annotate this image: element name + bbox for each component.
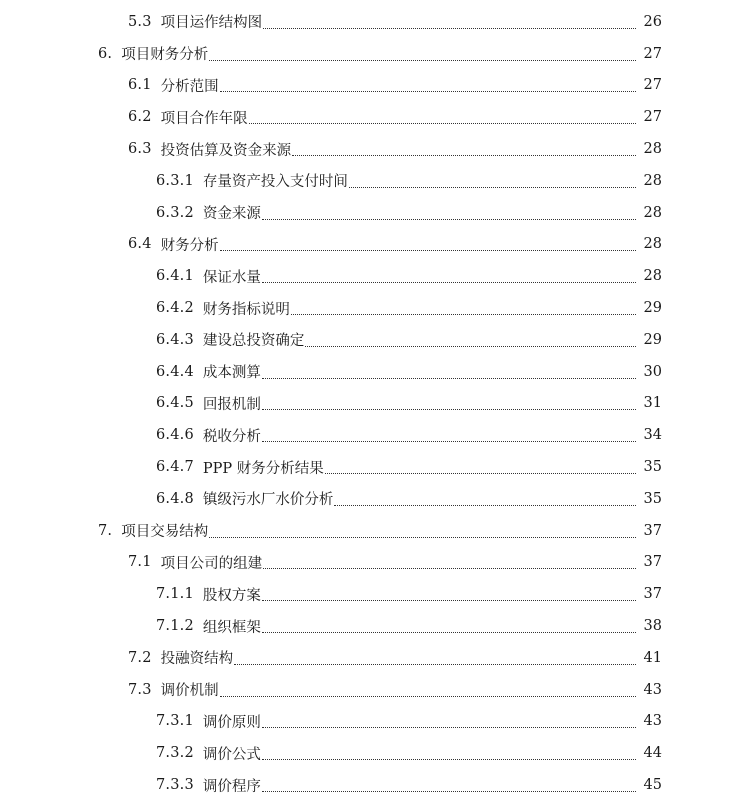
toc-entry-text: [128, 679, 219, 700]
toc-entry[interactable]: [0, 769, 738, 801]
toc-entry-text: [98, 43, 208, 64]
toc-entry-title: 资金来源: [202, 206, 261, 223]
toc-entry-text: [156, 170, 348, 191]
toc-entry-number: 6.4.2: [156, 300, 194, 317]
toc-entry-page-number: 27: [643, 77, 662, 94]
toc-entry-number: 6.3.2: [156, 204, 194, 221]
toc-entry-number: 6.4.8: [156, 490, 194, 507]
toc-entry-title: 项目财务分析: [121, 47, 209, 64]
toc-entry-title: 镇级污水厂水价分析: [202, 492, 334, 509]
toc-entry-number: 7.3.3: [156, 777, 194, 794]
toc-dot-leader: [349, 186, 636, 188]
table-of-contents: [0, 6, 738, 801]
toc-entry-page-number: 37: [643, 586, 662, 603]
toc-entry-page-number: 28: [643, 141, 662, 158]
toc-entry-text: [156, 266, 261, 287]
toc-dot-leader: [263, 27, 636, 29]
toc-entry-number: 6.4.5: [156, 395, 194, 412]
toc-entry[interactable]: [0, 737, 738, 769]
toc-entry-text: [128, 107, 248, 128]
toc-entry-number: 6.4.4: [156, 363, 194, 380]
toc-entry-title: 项目交易结构: [121, 524, 209, 541]
toc-entry-text: [156, 298, 290, 319]
toc-entry-title: 财务分析: [160, 237, 219, 254]
toc-entry-number: 5.3: [128, 13, 152, 30]
toc-entry-title: 投资估算及资金来源: [160, 142, 292, 159]
toc-entry[interactable]: [0, 197, 738, 229]
toc-list: [0, 6, 738, 801]
toc-entry-page-number: 35: [643, 459, 662, 476]
toc-entry[interactable]: [0, 674, 738, 706]
toc-entry-text: [156, 743, 261, 764]
toc-entry-title: 调价机制: [160, 683, 219, 700]
toc-entry-text: [156, 457, 324, 478]
toc-entry-text: [156, 711, 261, 732]
toc-entry-number: 6.2: [128, 109, 152, 126]
toc-entry-page-number: 44: [643, 745, 662, 762]
toc-entry[interactable]: [0, 324, 738, 356]
toc-dot-leader: [262, 281, 636, 283]
toc-entry[interactable]: [0, 229, 738, 261]
toc-entry-text: [156, 202, 261, 223]
toc-dot-leader: [262, 631, 636, 633]
toc-dot-leader: [234, 663, 636, 665]
toc-entry-number: 6.1: [128, 77, 152, 94]
toc-entry-title: 分析范围: [160, 78, 219, 95]
toc-dot-leader: [249, 122, 636, 124]
toc-dot-leader: [305, 345, 636, 347]
toc-entry-title: 建设总投资确定: [202, 333, 305, 350]
toc-entry-text: [156, 775, 261, 796]
toc-entry-text: [156, 393, 261, 414]
toc-entry-title: 组织框架: [202, 619, 261, 636]
toc-entry-title: 项目公司的组建: [160, 555, 263, 572]
toc-entry-title: 调价原则: [202, 714, 261, 731]
toc-entry-title: 税收分析: [202, 428, 261, 445]
toc-entry[interactable]: [0, 6, 738, 38]
toc-entry[interactable]: [0, 515, 738, 547]
toc-entry-page-number: 27: [643, 45, 662, 62]
toc-entry-number: 7.1.2: [156, 618, 194, 635]
toc-entry-page-number: 30: [643, 363, 662, 380]
toc-dot-leader: [209, 59, 636, 61]
toc-entry[interactable]: [0, 642, 738, 674]
toc-dot-leader: [262, 440, 636, 442]
toc-entry-number: 7.3: [128, 681, 152, 698]
toc-entry-text: [128, 139, 291, 160]
toc-entry[interactable]: [0, 260, 738, 292]
toc-entry-title: 投融资结构: [160, 651, 234, 668]
toc-entry-page-number: 43: [643, 681, 662, 698]
toc-entry-number: 6.3.1: [156, 172, 194, 189]
toc-entry-text: [128, 234, 219, 255]
toc-entry-title: 存量资产投入支付时间: [202, 174, 348, 191]
toc-entry-text: [128, 75, 219, 96]
toc-entry-title: 调价公式: [202, 746, 261, 763]
toc-entry-page-number: 34: [643, 427, 662, 444]
toc-entry-text: [156, 616, 261, 637]
toc-entry-page-number: 38: [643, 618, 662, 635]
toc-entry-page-number: 28: [643, 172, 662, 189]
toc-entry-number: 7.1: [128, 554, 152, 571]
toc-entry-number: 6.3: [128, 141, 152, 158]
toc-dot-leader: [262, 218, 636, 220]
toc-entry-number: 6.4: [128, 236, 152, 253]
toc-entry-text: [98, 520, 208, 541]
toc-dot-leader: [262, 408, 636, 410]
toc-entry-title: 成本测算: [202, 365, 261, 382]
toc-dot-leader: [263, 567, 636, 569]
toc-entry-text: [156, 329, 304, 350]
toc-entry-title: 财务指标说明: [202, 301, 290, 318]
toc-entry-title: 项目运作结构图: [160, 15, 263, 32]
toc-entry-title: 项目合作年限: [160, 110, 248, 127]
toc-dot-leader: [291, 313, 636, 315]
toc-entry[interactable]: [0, 451, 738, 483]
toc-entry[interactable]: [0, 547, 738, 579]
toc-entry-text: [128, 647, 233, 668]
toc-entry-number: 6.4.3: [156, 331, 194, 348]
toc-entry-page-number: 26: [643, 13, 662, 30]
toc-entry-page-number: 29: [643, 300, 662, 317]
toc-entry[interactable]: [0, 388, 738, 420]
toc-dot-leader: [292, 154, 636, 156]
toc-entry-number: 6.4.7: [156, 459, 194, 476]
toc-dot-leader: [220, 695, 636, 697]
toc-entry-number: 7.1.1: [156, 586, 194, 603]
toc-entry[interactable]: [0, 38, 738, 70]
toc-dot-leader: [325, 472, 636, 474]
toc-dot-leader: [262, 377, 636, 379]
toc-entry[interactable]: [0, 706, 738, 738]
toc-dot-leader: [220, 90, 636, 92]
toc-entry[interactable]: [0, 292, 738, 324]
toc-dot-leader: [262, 726, 636, 728]
toc-entry-page-number: 37: [643, 554, 662, 571]
toc-entry-text: [156, 584, 261, 605]
toc-entry-number: 7.3.2: [156, 745, 194, 762]
toc-entry[interactable]: [0, 133, 738, 165]
toc-entry[interactable]: [0, 483, 738, 515]
toc-entry-page-number: 27: [643, 109, 662, 126]
toc-entry-title: 保证水量: [202, 269, 261, 286]
toc-entry[interactable]: [0, 70, 738, 102]
toc-entry-number: 6.4.1: [156, 268, 194, 285]
toc-entry-page-number: 29: [643, 331, 662, 348]
toc-entry-number: 7.: [98, 522, 113, 539]
toc-entry-title: PPP 财务分析结果: [202, 460, 324, 477]
toc-entry-number: 6.4.6: [156, 427, 194, 444]
toc-entry-title: 回报机制: [202, 396, 261, 413]
toc-entry[interactable]: [0, 101, 738, 133]
toc-entry-page-number: 35: [643, 490, 662, 507]
toc-dot-leader: [220, 249, 636, 251]
toc-entry-title: 股权方案: [202, 587, 261, 604]
toc-entry-page-number: 41: [643, 649, 662, 666]
toc-entry-page-number: 37: [643, 522, 662, 539]
toc-entry-page-number: 28: [643, 204, 662, 221]
toc-entry-number: 6.: [98, 45, 113, 62]
toc-dot-leader: [209, 536, 636, 538]
toc-entry[interactable]: [0, 419, 738, 451]
toc-dot-leader: [334, 504, 636, 506]
toc-entry-number: 7.3.1: [156, 713, 194, 730]
toc-dot-leader: [262, 599, 636, 601]
toc-entry[interactable]: [0, 356, 738, 388]
toc-entry-title: 调价程序: [202, 778, 261, 795]
toc-entry[interactable]: [0, 610, 738, 642]
toc-entry-text: [156, 361, 261, 382]
toc-entry-number: 7.2: [128, 649, 152, 666]
toc-entry-page-number: 28: [643, 236, 662, 253]
toc-entry-page-number: 43: [643, 713, 662, 730]
toc-entry-page-number: 45: [643, 777, 662, 794]
toc-entry-page-number: 31: [643, 395, 662, 412]
toc-entry-page-number: 28: [643, 268, 662, 285]
toc-entry[interactable]: [0, 578, 738, 610]
toc-dot-leader: [262, 790, 636, 792]
toc-entry-text: [128, 552, 262, 573]
toc-entry-text: [156, 425, 261, 446]
toc-entry[interactable]: [0, 165, 738, 197]
toc-entry-text: [156, 488, 333, 509]
toc-entry-text: [128, 11, 262, 32]
toc-dot-leader: [262, 758, 636, 760]
